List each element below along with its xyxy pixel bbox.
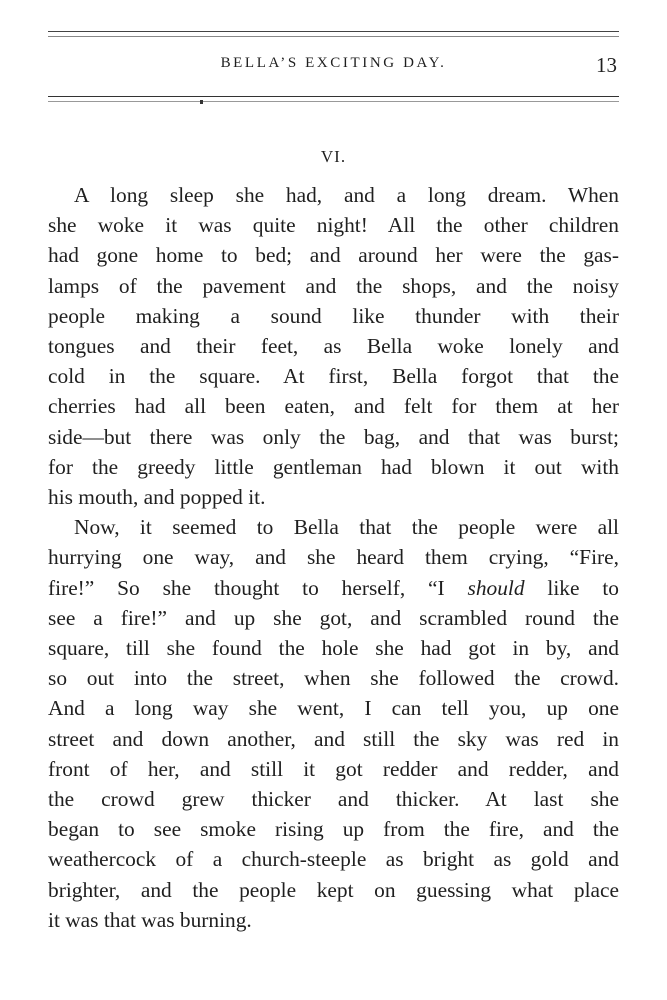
text-line: front of her, and still it got redder and redder, and bbox=[48, 756, 619, 781]
text-line: people making a sound like thunder with their bbox=[48, 303, 619, 328]
text-line: had gone home to bed; and around her were the gas- bbox=[48, 243, 619, 268]
header-rule-bottom-thin bbox=[48, 101, 619, 102]
text-line: see a fire!” and up she got, and scrambled round the bbox=[48, 605, 619, 630]
text-line: And a long way she went, I can tell you, up one bbox=[48, 696, 619, 721]
text-line: A long sleep she had, and a long dream. When bbox=[74, 183, 619, 207]
paragraph-2 bbox=[48, 512, 619, 935]
text-line: tongues and their feet, as Bella woke lonely and bbox=[48, 334, 619, 359]
text-line: for the greedy little gentleman had blown it out with bbox=[48, 454, 619, 479]
text-line: brighter, and the people kept on guessing what place bbox=[48, 877, 619, 902]
text-line: fire!” So she thought to herself, “I should like to bbox=[48, 575, 619, 600]
text-line: street and down another, and still the sky was red in bbox=[48, 726, 619, 751]
section-number: VI. bbox=[320, 147, 347, 166]
header-rule-bottom bbox=[48, 96, 619, 97]
page-number: 13 bbox=[596, 53, 617, 77]
emphasis: should bbox=[467, 575, 525, 600]
header-rule-top bbox=[48, 31, 619, 32]
text-line: lamps of the pavement and the shops, and the noisy bbox=[48, 273, 619, 298]
running-title: BELLA’S EXCITING DAY. bbox=[220, 55, 447, 71]
text-line: his mouth, and popped it. bbox=[48, 485, 266, 510]
text-line: hurrying one way, and she heard them crying, “Fire, bbox=[48, 545, 619, 570]
text-line: it was that was burning. bbox=[48, 907, 252, 932]
printer-mark bbox=[200, 100, 203, 104]
text-line: Now, it seemed to Bella that the people were all bbox=[74, 515, 619, 540]
header-rule-top-thin bbox=[48, 36, 619, 37]
body-text bbox=[48, 180, 619, 935]
text-line: the crowd grew thicker and thicker. At last she bbox=[48, 787, 619, 812]
page-header bbox=[48, 55, 619, 79]
text-line: cold in the square. At first, Bella forgot that the bbox=[48, 364, 619, 389]
text-line: began to see smoke rising up from the fire, and the bbox=[48, 817, 619, 842]
text-line: weathercock of a church-steeple as bright as gold and bbox=[48, 847, 619, 872]
text-line: she woke it was quite night! All the other children bbox=[48, 213, 619, 238]
text-line: side—but there was only the bag, and that was burst; bbox=[48, 424, 619, 449]
paragraph-1 bbox=[48, 180, 619, 512]
text-line: square, till she found the hole she had got in by, and bbox=[48, 636, 619, 661]
text-line: cherries had all been eaten, and felt for them at her bbox=[48, 394, 619, 419]
text-line: so out into the street, when she followed the crowd. bbox=[48, 666, 619, 691]
